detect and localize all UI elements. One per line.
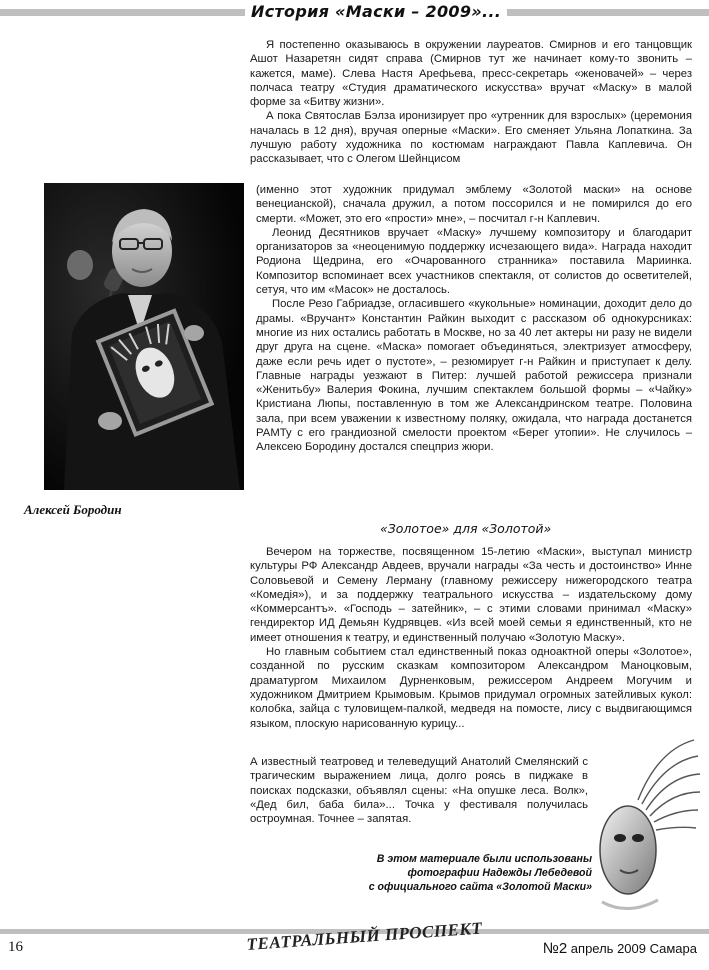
header-bar [0, 0, 709, 26]
article-bottom [250, 545, 692, 731]
magazine-logo: ТЕАТРАЛЬНЫЙ ПРОСПЕКТ [246, 918, 483, 954]
issue-number: №2 [542, 940, 568, 957]
photo-credits [310, 852, 592, 894]
section-heading: «Золотое» для «Золотой» [380, 521, 552, 536]
credits-line-1: В этом материале были использованы [376, 853, 592, 865]
article-right-column [256, 183, 692, 455]
page-number: 16 [8, 939, 23, 955]
bottom-paragraph-1: Вечером на торжестве, посвященном 15-летию «Маски», выступал министр культуры РФ Александр Авдеев, вручали награды «За честь и достоинство» Инне Соловьевой и Семену Лерману (главному режиссеру нижегородского театра «Комедія»), и за поддержку театрального искусства – издательскому дому «Коммерсантъ». «Господь – затейник», – с этими словами принимал «Маску» гендиректор ИД Демьян Кудрявцев. «Из всей моей семьи я единственный, кто не имеет отношения к театру, и единственный получаю «Золотую Маску». [250, 546, 692, 644]
golden-mask-icon [598, 730, 702, 920]
issue-info [543, 940, 697, 957]
credits-line-2: фотографии Надежды Лебедевой [407, 867, 592, 879]
right-paragraph-2: Леонид Десятников вручает «Маску» лучшему композитору и благодарит организаторов за «неоценимую поддержку исчезающего вида». Награда находит Родиона Щедрина, его «Очарованного странника» поставила Мариинка. Композитор вспоминает всех участников спектакля, от солистов до осветителей, сетуя, что им «Масок» не досталось. [256, 226, 692, 297]
credits-line-3: с официального сайта «Золотой Маски» [368, 881, 592, 893]
intro-paragraph-1: Я постепенно оказываюсь в окружении лауреатов. Смирнов и его танцовщик Ашот Назаретян сидят справа (Смирнов тут же начинает кому-то звонить – кажется, маме). Слева Настя Арефьева, пресс-секретарь «женовачей» – через полчаса театру «Студия драматического искусства» вручат «Маску» в малой форме за «Битву жизни». [250, 39, 692, 109]
article-closing [250, 755, 588, 826]
award-photo [44, 183, 244, 490]
right-paragraph-1: (именно этот художник придумал эмблему «Золотой маски» на основе венецианской), сначала дружил, а потом поссорился и не помирился до его смерти. «Может, это его «прости» мне», – посчитал г-н Каплевич. [256, 184, 692, 225]
golden-mask-decor [598, 730, 702, 920]
man-with-mask-award-image [44, 183, 244, 490]
bottom-paragraph-2: Но главным событием стал единственный показ одноактной оперы «Золотое», созданной по русским сказкам композитором Александром Маноцковым, драматургом Михаилом Дурненковым, режиссером Андреем Могучим и художником Дмитрием Крымовым. Крымов придумал огромных затейливых кукол: колобка, зайца с туловищем-палкой, медведя на помосте, лису с выдвигающимся языком, плоскую нарисованную курицу... [250, 646, 692, 730]
right-paragraph-3: После Резо Габриадзе, огласившего «кукольные» номинации, доходит дело до драмы. «Вручант» Константин Райкин выходит с рассказом об однокурсниках: многие из них остались работать в Москве, но за 40 лет актеры ни разу не видели друг друга на сцене. «Маска» помогает объединяться, электризует атмосферу, даже если речь идет о пустоте», – резюмирует г-н Райкин и приступает к делу. Главные награды уезжают в Питер: лучшей работой режиссера признали «Женитьбу» Валерия Фокина, лучшим спектаклем большой формы – «Чайку» Кристиана Люпы, поставленную в том же Александринском театре. Половина зала, при всем уважении к известному поляку, ожидала, что награда достанется РАМТу с его грандиозной смелости проектом «Берег утопии». Не случилось – Алексею Бородину достался спецприз жюри. [256, 298, 692, 454]
article-intro [250, 38, 692, 167]
page-title: История «Маски – 2009»... [245, 2, 507, 21]
closing-paragraph: А известный театровед и телеведущий Анатолий Смелянский с трагическим выражением лица, долго роясь в пиджаке в поисках подсказки, объявлял сцены: «На опушке леса. Волк», «Дед бил, баба била»... Точка у фестиваля получилась остроумная. Точнее – запятая. [250, 756, 588, 826]
intro-paragraph-2: А пока Святослав Бэлза иронизирует про «утренник для взрослых» (церемония началась в 12 дня), вручая оперные «Маски». Его сменяет Ульяна Лопаткина. За лучшую работу художника по костюмам награждают Павла Каплевича. Он рассказывает, что с Олегом Шейнцисом [250, 110, 692, 166]
photo-caption: Алексей Бородин [24, 502, 122, 517]
issue-date-city: апрель 2009 Самара [567, 941, 697, 956]
